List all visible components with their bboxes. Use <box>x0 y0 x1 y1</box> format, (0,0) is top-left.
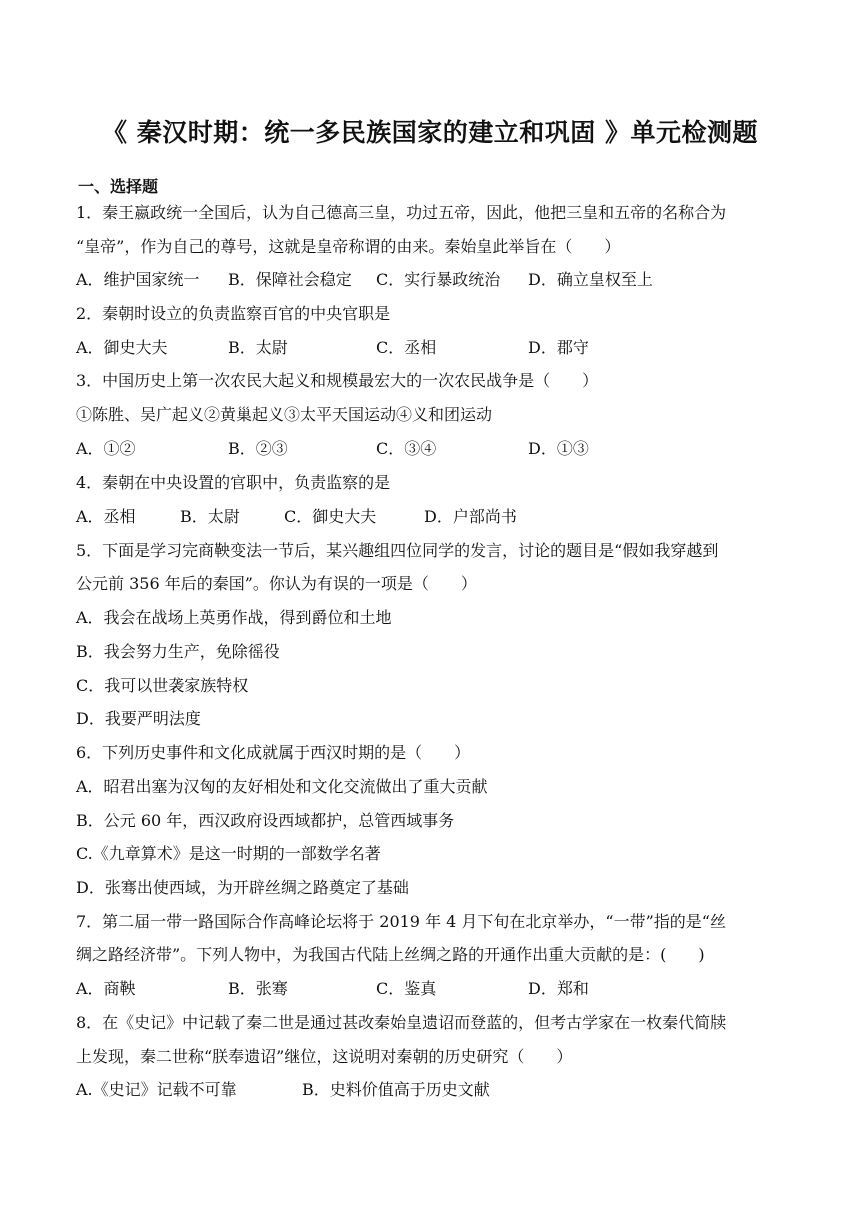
question-2-option-b: B．太尉 <box>228 338 288 357</box>
question-3-option-d: D．①③ <box>528 439 589 458</box>
question-1-options <box>76 269 776 291</box>
question-3-items: ①陈胜、吴广起义②黄巢起义③太平天国运动④义和团运动 <box>76 405 493 424</box>
question-3-option-b: B．②③ <box>228 439 288 458</box>
question-1-stem-line-2: “皇帝”，作为自己的尊号，这就是皇帝称谓的由来。秦始皇此举旨在（ ） <box>76 237 621 256</box>
question-7-options <box>76 978 776 1000</box>
question-2-options <box>76 337 776 359</box>
question-3-stem: 3．中国历史上第一次农民大起义和规模最宏大的一次农民战争是（ ） <box>76 371 599 390</box>
question-2-stem: 2．秦朝时设立的负责监察百官的中央官职是 <box>76 304 391 323</box>
question-6-option-b: B．公元 60 年，西汉政府设西域都护，总管西域事务 <box>76 811 455 830</box>
question-8-option-b: B．史料价值高于历史文献 <box>302 1080 490 1099</box>
question-4-option-c: C．御史大夫 <box>284 507 377 526</box>
question-7-option-c: C．鉴真 <box>376 979 437 998</box>
question-1-option-d: D．确立皇权至上 <box>528 270 653 289</box>
section-heading: 一、选择题 <box>78 177 159 196</box>
question-2-option-d: D．郡守 <box>528 338 589 357</box>
question-7-option-a: A．商鞅 <box>76 979 136 998</box>
question-7-option-d: D．郑和 <box>528 979 589 998</box>
question-5-option-b: B．我会努力生产，免除徭役 <box>76 642 280 661</box>
page-title: 《 秦汉时期：统一多民族国家的建立和巩固 》单元检测题 <box>102 118 758 147</box>
question-7-stem-line-2: 绸之路经济带”。下列人物中，为我国古代陆上丝绸之路的开通作出重大贡献的是：( ) <box>76 945 705 964</box>
question-6-stem: 6．下列历史事件和文化成就属于西汉时期的是（ ） <box>76 743 471 762</box>
question-1-option-b: B．保障社会稳定 <box>228 270 352 289</box>
question-4-option-d: D．户部尚书 <box>424 507 517 526</box>
question-1-option-c: C．实行暴政统治 <box>376 270 501 289</box>
question-1-stem-line-1: 1．秦王嬴政统一全国后，认为自己德高三皇，功过五帝，因此，他把三皇和五帝的名称合为 <box>76 203 727 222</box>
question-4-options <box>76 506 776 528</box>
question-8-options <box>76 1079 776 1101</box>
question-4-option-b: B．太尉 <box>180 507 240 526</box>
question-8-stem-line-2: 上发现，秦二世称“朕奉遗诏”继位，这说明对秦朝的历史研究（ ） <box>76 1047 573 1066</box>
question-6-option-a: A．昭君出塞为汉匈的友好相处和文化交流做出了重大贡献 <box>76 777 488 796</box>
question-5-option-a: A．我会在战场上英勇作战，得到爵位和土地 <box>76 608 392 627</box>
question-1-option-a: A．维护国家统一 <box>76 270 200 289</box>
question-8-option-a: A.《史记》记载不可靠 <box>76 1080 237 1099</box>
question-3-option-a: A．①② <box>76 439 136 458</box>
question-7-option-b: B．张骞 <box>228 979 288 998</box>
question-3-options <box>76 438 776 460</box>
question-5-option-c: C．我可以世袭家族特权 <box>76 676 249 695</box>
question-5-option-d: D．我要严明法度 <box>76 709 201 728</box>
question-2-option-a: A．御史大夫 <box>76 338 168 357</box>
question-4-stem: 4．秦朝在中央设置的官职中，负责监察的是 <box>76 473 391 492</box>
question-3-option-c: C．③④ <box>376 439 437 458</box>
question-5-stem-line-2: 公元前 356 年后的秦国”。你认为有误的一项是（ ） <box>76 574 477 593</box>
question-5-stem-line-1: 5．下面是学习完商鞅变法一节后，某兴趣组四位同学的发言，讨论的题目是“假如我穿越到 <box>76 541 719 560</box>
question-4-option-a: A．丞相 <box>76 507 136 526</box>
question-7-stem-line-1: 7．第二届一带一路国际合作高峰论坛将于 2019 年 4 月下旬在北京举办，“一带”指的是“丝 <box>76 912 726 931</box>
question-8-stem-line-1: 8．在《史记》中记载了秦二世是通过甚改秦始皇遗诏而登蓝的，但考古学家在一枚秦代简牍 <box>76 1013 727 1032</box>
question-6-option-c: C.《九章算术》是这一时期的一部数学名著 <box>76 844 381 863</box>
question-2-option-c: C．丞相 <box>376 338 437 357</box>
question-6-option-d: D．张骞出使西域，为开辟丝绸之路奠定了基础 <box>76 878 409 897</box>
